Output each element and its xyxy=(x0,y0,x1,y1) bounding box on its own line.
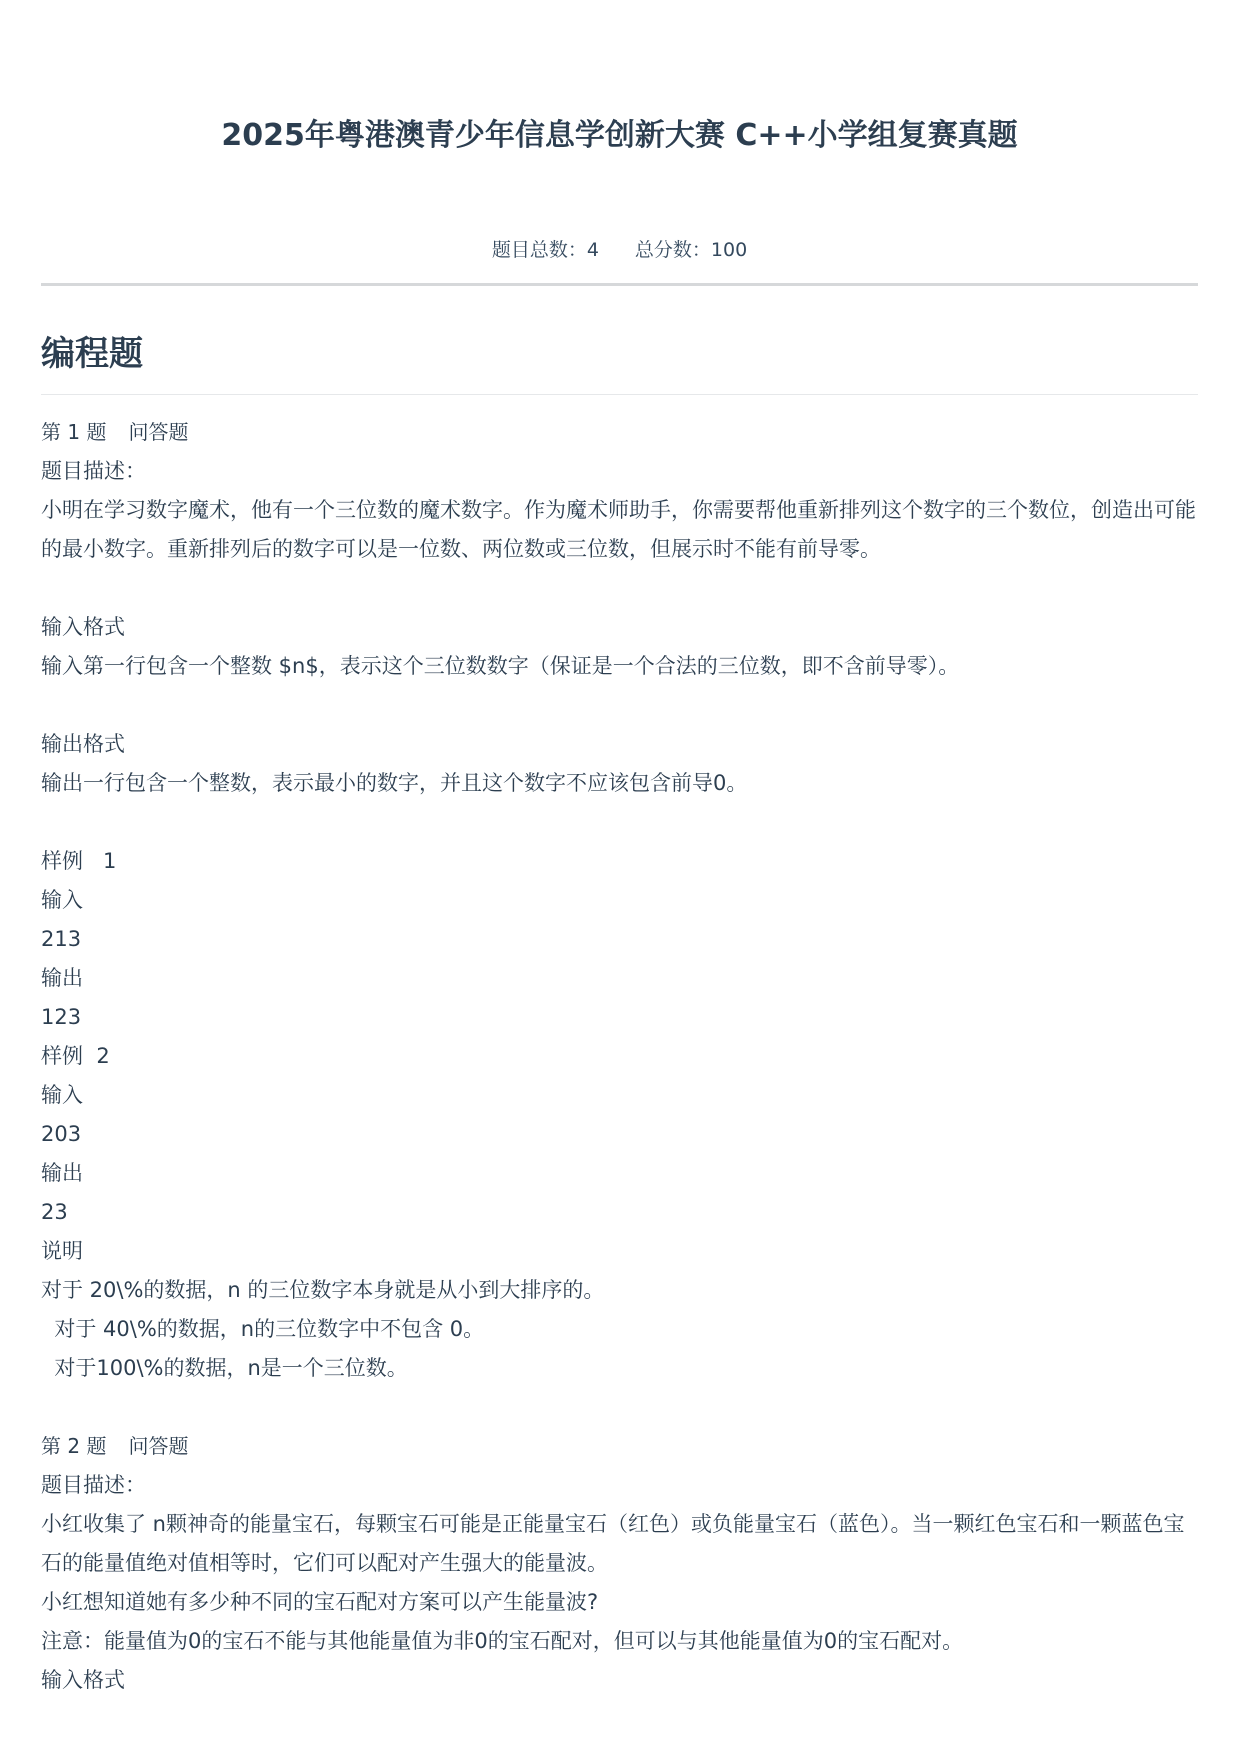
sample-label: 样例 2 xyxy=(41,1044,110,1068)
question-type: 问答题 xyxy=(128,1434,189,1458)
sample-input-value: 213 xyxy=(41,927,82,951)
description-text: 小红想知道她有多少种不同的宝石配对方案可以产生能量波? xyxy=(41,1590,599,1614)
description-text: 小红收集了 n颗神奇的能量宝石，每颗宝石可能是正能量宝石（红色）或负能量宝石（蓝色）。当一颗红色宝石和一颗蓝色宝石的能量值绝对值相等时，它们可以配对产生强大的能量波。 xyxy=(41,1512,1185,1575)
section-title: 编程题 xyxy=(41,334,143,374)
input-format-label: 输入格式 xyxy=(41,615,125,639)
note-line: 对于 40\%的数据，n的三位数字中不包含 0。 xyxy=(41,1317,485,1341)
input-format-label: 输入格式 xyxy=(41,1668,125,1692)
note-line: 对于 20\%的数据，n 的三位数字本身就是从小到大排序的。 xyxy=(41,1278,605,1302)
question-number: 第 2 题 xyxy=(41,1434,107,1458)
sample-output-label: 输出 xyxy=(41,1161,83,1185)
note-line: 对于100\%的数据，n是一个三位数。 xyxy=(41,1356,408,1380)
document-title: 2025年粤港澳青少年信息学创新大赛 C++小学组复赛真题 xyxy=(221,118,1018,153)
description-text: 注意：能量值为0的宝石不能与其他能量值为非0的宝石配对，但可以与其他能量值为0的宝石配对。 xyxy=(41,1629,964,1653)
question-2 xyxy=(41,1427,1198,1700)
output-format-label: 输出格式 xyxy=(41,732,125,756)
sample-input-label: 输入 xyxy=(41,1083,83,1107)
total-questions: 题目总数：4 xyxy=(491,239,599,261)
sample-input-label: 输入 xyxy=(41,888,83,912)
total-score: 总分数：100 xyxy=(634,239,748,261)
sample-output-value: 23 xyxy=(41,1200,68,1224)
description-text: 小明在学习数字魔术，他有一个三位数的魔术数字。作为魔术师助手，你需要帮他重新排列这个数字的三个数位，创造出可能的最小数字。重新排列后的数字可以是一位数、两位数或三位数，但展示时不能有前导零。 xyxy=(41,498,1196,561)
exam-meta xyxy=(41,236,1198,264)
question-1 xyxy=(41,413,1198,1427)
question-type: 问答题 xyxy=(128,420,189,444)
output-format-text: 输出一行包含一个整数，表示最小的数字，并且这个数字不应该包含前导0。 xyxy=(41,771,748,795)
sample-output-value: 123 xyxy=(41,1005,82,1029)
sample-output-label: 输出 xyxy=(41,966,83,990)
description-label: 题目描述： xyxy=(41,1473,146,1497)
sample-input-value: 203 xyxy=(41,1122,82,1146)
input-format-text: 输入第一行包含一个整数 $n$，表示这个三位数数字（保证是一个合法的三位数，即不含前导零）。 xyxy=(41,654,960,678)
sample-label: 样例 1 xyxy=(41,849,117,873)
question-header xyxy=(41,1427,1198,1466)
question-number: 第 1 题 xyxy=(41,420,107,444)
section-divider xyxy=(41,394,1198,395)
description-label: 题目描述： xyxy=(41,459,146,483)
question-header xyxy=(41,413,1198,452)
note-label: 说明 xyxy=(41,1239,83,1263)
